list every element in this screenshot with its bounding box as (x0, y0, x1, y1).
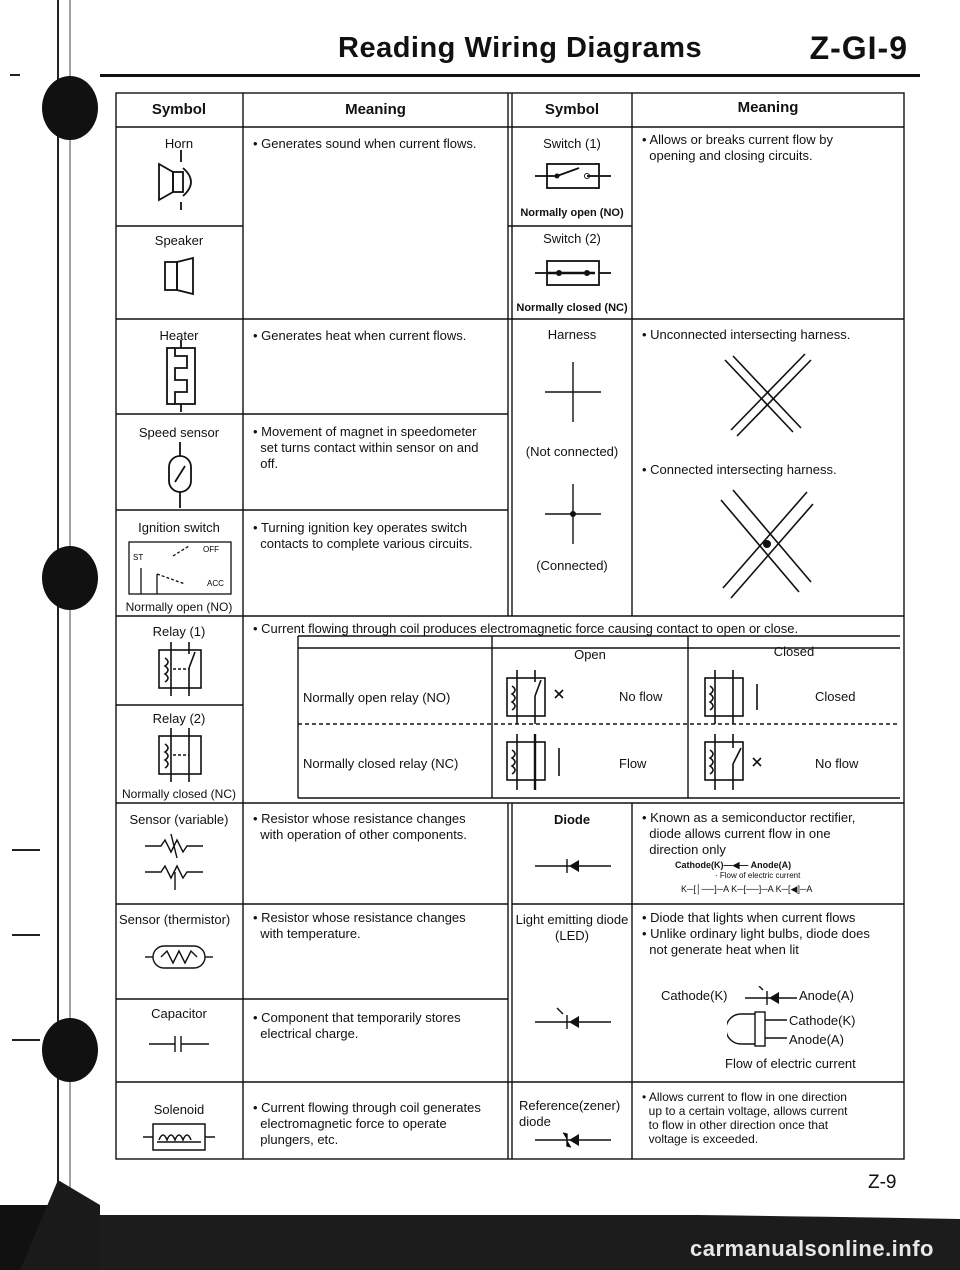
binder-hole (42, 1018, 98, 1082)
switch2-label: Switch (2) (543, 231, 601, 246)
solenoid-label: Solenoid (153, 1102, 205, 1117)
solenoid-meaning: • Current flowing through coil generates electromagnetic force to operate plungers, etc. (253, 1100, 481, 1147)
diode-caption-flow: · Flow of electric current (715, 871, 801, 880)
speed-sensor-meaning: • Movement of magnet in speedometer set turns contact within sensor on and off. (253, 424, 479, 471)
binder-hole (42, 546, 98, 610)
heater-symbol-icon (163, 340, 199, 412)
harness-unconnected-illustration-icon (715, 350, 815, 438)
relay-open-header: Open (574, 647, 606, 662)
diode-caption-variants: K─[│──]─A K─[──]─A K─[◀]─A (681, 884, 813, 894)
ignition-caption: Normally open (NO) (125, 600, 233, 614)
solenoid-symbol-icon (143, 1120, 215, 1154)
switch-nc-symbol-icon (535, 257, 611, 289)
sensor-variable-symbol-icon (145, 832, 215, 892)
speaker-label: Speaker (154, 233, 204, 248)
ignition-st-text: ST (133, 553, 144, 562)
harness-not-connected-text: (Not connected) (525, 444, 619, 459)
sensor-thermistor-meaning: • Resistor whose resistance changes with temperature. (253, 910, 466, 941)
relay1-label: Relay (1) (152, 624, 206, 639)
relay-closed-header: Closed (773, 644, 815, 659)
horn-meaning: • Generates sound when current flows. (253, 136, 477, 151)
relay-no-open-icon (503, 670, 583, 724)
horn-symbol-icon (153, 150, 209, 210)
relay-nc-symbol-icon (155, 728, 205, 782)
relay-nc-closed-icon (701, 734, 781, 790)
harness-connected-symbol-icon (545, 484, 601, 544)
harness-connected-illustration-icon (715, 484, 815, 604)
led-package-cathode-label: Cathode(K) (789, 1013, 856, 1028)
relay-no-row-label: Normally open relay (NO) (303, 690, 451, 705)
col-header-meaning: Meaning (345, 101, 406, 118)
led-inline-symbol-icon (745, 986, 797, 1006)
switch-no-symbol-icon (535, 160, 611, 192)
header-rule (100, 74, 920, 77)
zener-label: Reference(zener) diode (519, 1098, 621, 1129)
diode-meaning: • Known as a semiconductor rectifier, diode allows current flow in one direction only (642, 810, 856, 857)
col-header-symbol: Symbol (151, 101, 207, 118)
binder-hole (42, 76, 98, 140)
speaker-symbol-icon (163, 256, 199, 296)
ignition-off-text: OFF (203, 545, 219, 554)
binding-strip (0, 0, 100, 1270)
watermark-text: carmanualsonline.info (690, 1236, 934, 1261)
relay-no-closed-state: Closed (815, 689, 856, 704)
led-flow-caption: Flow of electric current (725, 1056, 856, 1071)
led-cathode-label: Cathode(K) (661, 988, 728, 1003)
page-title: Reading Wiring Diagrams (338, 32, 703, 64)
diode-label: Diode (553, 812, 591, 827)
switch1-caption: Normally open (NO) (520, 207, 624, 219)
harness-connected-meaning: • Connected intersecting harness. (642, 462, 837, 477)
capacitor-meaning: • Component that temporarily stores electrical charge. (253, 1010, 461, 1041)
page-number: Z-9 (868, 1172, 897, 1193)
zener-meaning: • Allows current to flow in one direction up to a certain voltage, allows current to flow in other direction once that voltage is exceeded. (642, 1090, 848, 1146)
relay-nc-open-state: Flow (619, 756, 647, 771)
zener-symbol-icon (535, 1132, 611, 1148)
capacitor-label: Capacitor (151, 1006, 207, 1021)
switch1-label: Switch (1) (543, 136, 601, 151)
relay-nc-row-label: Normally closed relay (NC) (303, 756, 459, 771)
sensor-variable-meaning: • Resistor whose resistance changes with operation of other components. (253, 811, 467, 842)
led-meaning: • Diode that lights when current flows • Unlike ordinary light bulbs, diode does not generate heat when lit (642, 910, 870, 957)
page-header (100, 28, 920, 80)
led-package-anode-label: Anode(A) (789, 1032, 844, 1047)
led-package-icon (727, 1010, 787, 1050)
harness-label: Harness (547, 327, 597, 342)
sensor-variable-label: Sensor (variable) (129, 812, 229, 827)
relay-no-closed-icon (701, 670, 781, 724)
harness-unconnected-meaning: • Unconnected intersecting harness. (642, 327, 851, 342)
relay-meaning: • Current flowing through coil produces electromagnetic force causing contact to open or close. (253, 621, 799, 636)
ignition-meaning: • Turning ignition key operates switch contacts to complete various circuits. (253, 520, 473, 551)
speed-sensor-label: Speed sensor (138, 425, 220, 440)
relay-no-symbol-icon (155, 642, 205, 696)
col-header-symbol-right: Symbol (544, 101, 600, 118)
switch2-caption: Normally closed (NC) (516, 302, 628, 314)
ignition-label: Ignition switch (138, 520, 220, 535)
symbol-table (115, 92, 905, 1160)
ignition-switch-symbol-icon (127, 538, 235, 596)
harness-connected-text: (Connected) (536, 558, 608, 573)
relay-nc-closed-state: No flow (815, 756, 859, 771)
relay-no-open-state: No flow (619, 689, 663, 704)
horn-label: Horn (164, 136, 194, 151)
capacitor-symbol-icon (149, 1034, 209, 1054)
led-symbol-icon (535, 1006, 611, 1030)
heater-label: Heater (159, 328, 199, 343)
diode-caption-anode-cathode: Cathode(K)—◀— Anode(A) (675, 860, 792, 870)
section-code: Z-GI-9 (809, 30, 908, 66)
relay2-label: Relay (2) (152, 711, 206, 726)
thermistor-symbol-icon (145, 942, 213, 972)
diode-symbol-icon (535, 858, 611, 874)
harness-unconnected-symbol-icon (545, 362, 601, 422)
led-anode-label: Anode(A) (799, 988, 854, 1003)
col-header-meaning-right: Meaning (737, 99, 799, 116)
switch-meaning: • Allows or breaks current flow by opening and closing circuits. (642, 132, 833, 163)
heater-meaning: • Generates heat when current flows. (253, 328, 467, 343)
sensor-thermistor-label: Sensor (thermistor) (119, 912, 231, 927)
relay-nc-open-icon (503, 734, 583, 790)
speed-sensor-symbol-icon (165, 442, 195, 508)
relay2-caption: Normally closed (NC) (121, 787, 237, 801)
ignition-acc-text: ACC (207, 579, 224, 588)
led-label: Light emitting diode (LED) (515, 912, 629, 943)
